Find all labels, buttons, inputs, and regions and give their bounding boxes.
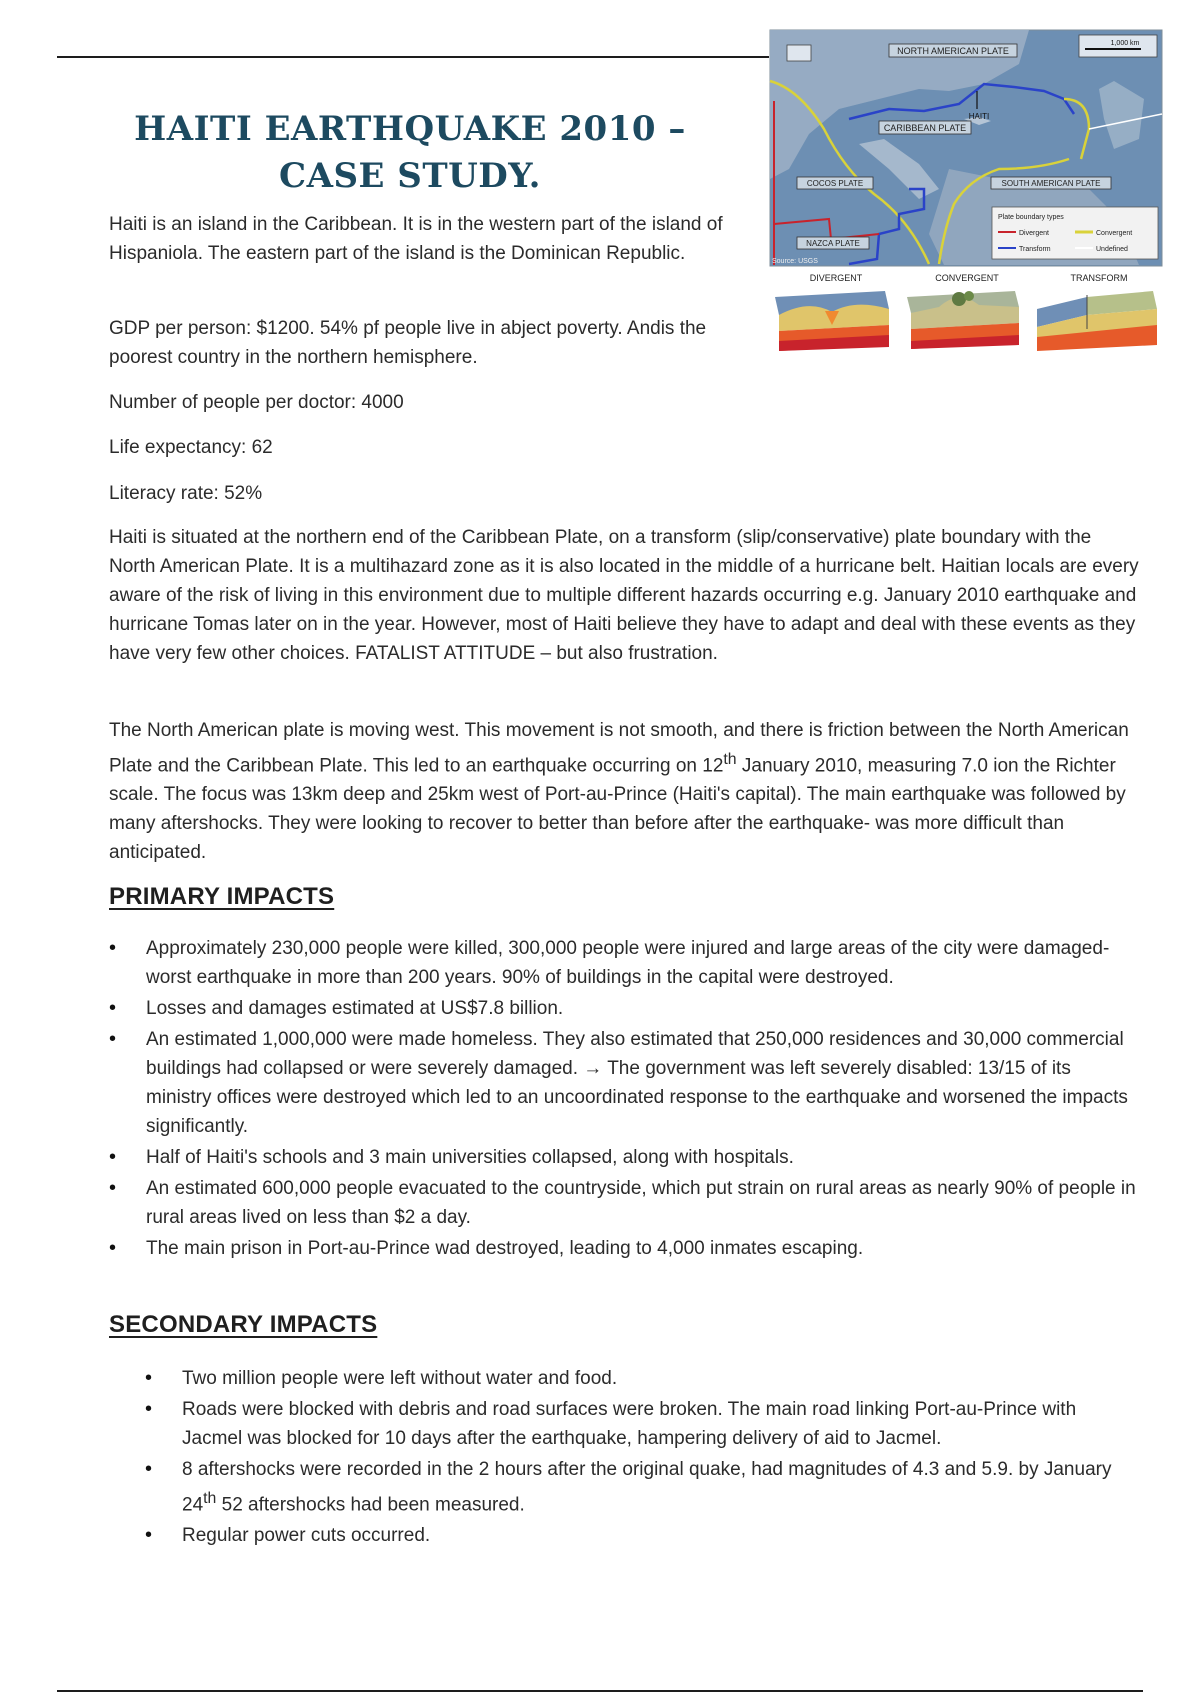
label-divergent: DIVERGENT [809, 273, 863, 283]
movement-paragraph [109, 716, 1139, 867]
divergent-block-diagram [775, 291, 889, 351]
convergent-block-diagram [907, 291, 1019, 349]
aftershock-text-end: 52 aftershocks had been measured. [216, 1494, 525, 1516]
movement-text-end: January 2010, measuring 7.0 ion the Richter scale. The focus was 13km deep and 25km west of Port-au-Prince (Haiti's capital). The main earthquake was followed by many aftershocks. They were looking to recover to better than before after the earthquake- was more difficult than anticipated. [109, 755, 1126, 864]
list-item: • An estimated 1,000,000 were made homeless. They also estimated that 250,000 residences and 30,000 commercial buildings had collapsed or were severely damaged. → The government was left severely disabled: 13/15 of its ministry offices were destroyed which led to an uncoordinated response to the earthquake and worsened the impacts significantly. [109, 1025, 1139, 1141]
plate-map-svg [769, 29, 1164, 352]
list-item: • Half of Haiti's schools and 3 main universities collapsed, along with hospitals. [109, 1143, 1139, 1172]
label-north-american-plate: NORTH AMERICAN PLATE [897, 46, 1009, 56]
secondary-impacts-list [145, 1364, 1135, 1552]
label-cocos-plate: COCOS PLATE [806, 179, 864, 188]
doctor-stat: Number of people per doctor: 4000 [109, 392, 404, 413]
aftershock-sup: th [203, 1490, 217, 1507]
legend-transform: Transform [1019, 246, 1051, 253]
secondary-impacts-heading: SECONDARY IMPACTS [109, 1311, 378, 1338]
life-expectancy-stat: Life expectancy: 62 [109, 437, 273, 458]
bottom-rule [57, 1690, 1143, 1692]
legend-divergent: Divergent [1019, 230, 1049, 237]
list-item: • Losses and damages estimated at US$7.8 billion. [109, 994, 1139, 1023]
list-item [145, 1455, 1135, 1519]
movement-sup: th [723, 751, 737, 768]
movement-text-start: The North American plate is moving west. This movement is not smooth, and there is friction between the North American Plate and the Caribbean Plate. This led to an earthquake occurring on 12 [109, 720, 1129, 777]
label-scale: 1,000 km [1110, 40, 1140, 47]
top-rule [57, 56, 772, 58]
legend-title: Plate boundary types [998, 214, 1064, 221]
label-transform: TRANSFORM [1070, 273, 1128, 283]
list-item: • Regular power cuts occurred. [145, 1521, 1135, 1550]
literacy-stat: Literacy rate: 52% [109, 483, 263, 504]
legend-undefined: Undefined [1096, 246, 1128, 253]
label-haiti: HAITI [968, 112, 990, 121]
list-item: • Two million people were left without water and food. [145, 1364, 1135, 1393]
aftershock-text-start: 8 aftershocks were recorded in the 2 hours after the original quake, had magnitudes of 4.3 and 5.9. by January 24 [182, 1459, 1112, 1516]
plate-boundary-figure [769, 29, 1164, 352]
gdp-paragraph: GDP per person: $1200. 54% pf people live in abject poverty. Andis the poorest country in the northern hemisphere. [109, 318, 707, 368]
label-caribbean-plate: CARIBBEAN PLATE [883, 123, 967, 133]
list-item: • The main prison in Port-au-Prince wad destroyed, leading to 4,000 inmates escaping. [109, 1234, 1139, 1263]
label-convergent: CONVERGENT [935, 273, 999, 283]
situation-paragraph: Haiti is situated at the northern end of the Caribbean Plate, on a transform (slip/conservative) plate boundary with the North American Plate. It is a multihazard zone as it is also located in the middle of a hurricane belt. Haitian locals are every aware of the risk of living in this environment due to multiple different hazards occurring e.g. January 2010 earthquake and hurricane Tomas later on in the year. However, most of Haiti believe they have to adapt and deal with these events as they have very few other choices. FATALIST ATTITUDE – but also frustration. [109, 527, 1139, 664]
list-item: • An estimated 600,000 people evacuated to the countryside, which put strain on rural areas as nearly 90% of people in rural areas lived on less than $2 a day. [109, 1174, 1139, 1232]
legend-convergent: Convergent [1096, 230, 1133, 237]
label-south-american-plate: SOUTH AMERICAN PLATE [1001, 179, 1101, 188]
primary-impacts-heading: PRIMARY IMPACTS [109, 883, 335, 910]
page-title: HAITI EARTHQUAKE 2010 – CASE STUDY. [134, 109, 686, 196]
transform-block-diagram [1037, 291, 1157, 351]
list-item: • Approximately 230,000 people were killed, 300,000 people were injured and large areas of the city were damaged- worst earthquake in more than 200 years. 90% of buildings in the capital were destroyed. [109, 934, 1139, 992]
inset-locator-box [787, 45, 811, 61]
label-source: Source: USGS [772, 258, 818, 265]
primary-impacts-list [109, 934, 1139, 1265]
label-nazca-plate: NAZCA PLATE [806, 239, 860, 248]
intro-paragraph: Haiti is an island in the Caribbean. It is in the western part of the island of Hispaniola. The eastern part of the island is the Dominican Republic. [109, 214, 723, 264]
list-item: • Roads were blocked with debris and road surfaces were broken. The main road linking Port-au-Prince with Jacmel was blocked for 10 days after the earthquake, hampering delivery of aid to Jacmel. [145, 1395, 1135, 1453]
